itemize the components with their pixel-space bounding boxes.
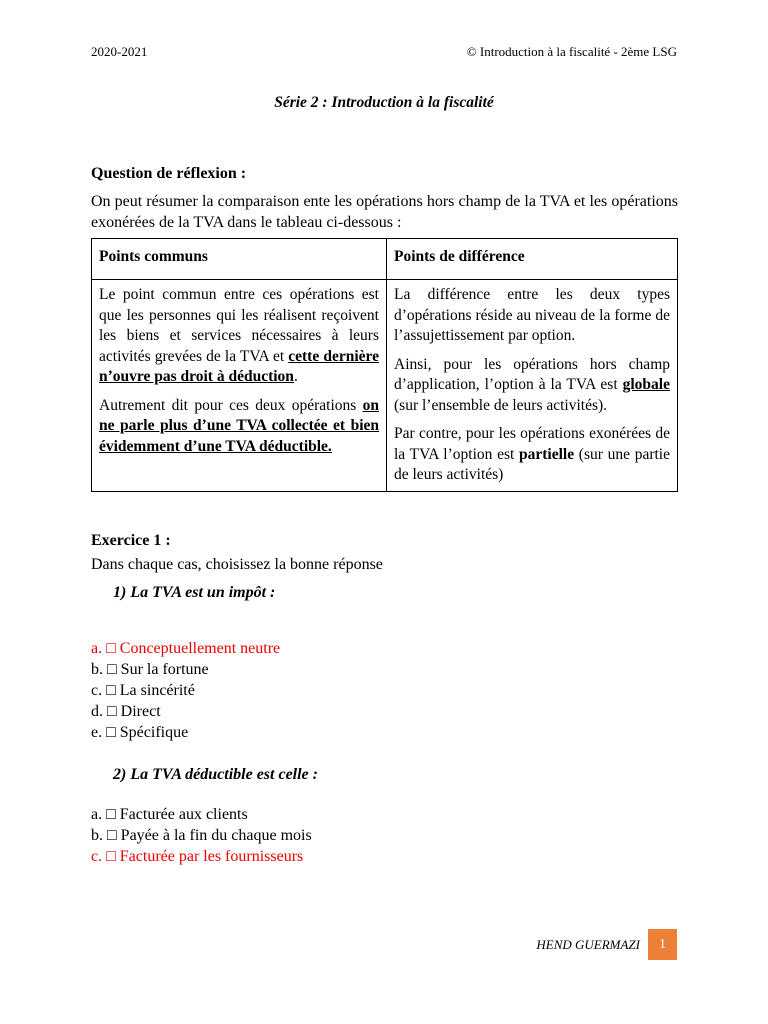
- text-run: Par contre, pour les opérations exonérées de la TVA l’option est: [394, 425, 670, 463]
- difference-paragraph-1: La différence entre les deux types d’opérations réside au niveau de la forme de l’assujettissement par option.: [394, 286, 670, 344]
- answer-option[interactable]: c. □ Facturée par les fournisseurs: [91, 847, 304, 865]
- cell-points-communs: [92, 280, 387, 492]
- text-run: (sur l’ensemble de leurs activités).: [394, 396, 608, 414]
- exercise-intro: Dans chaque cas, choisissez la bonne réponse: [91, 555, 383, 573]
- question-1-options: [91, 638, 678, 743]
- header-points-communs: Points communs: [92, 239, 387, 280]
- difference-paragraph-2: [394, 355, 670, 417]
- table-row: [92, 280, 678, 492]
- answer-option[interactable]: a. □ Conceptuellement neutre: [91, 639, 281, 657]
- comparison-table: [91, 238, 678, 492]
- question-2-options: [91, 804, 678, 867]
- text-run: Le point commun entre ces opérations est que les personnes qui les réalisent reçoivent les biens et services nécessaires à leurs activités grevées de la TVA et: [99, 286, 379, 365]
- answer-option[interactable]: e. □ Spécifique: [91, 723, 189, 741]
- answer-option[interactable]: c. □ La sincérité: [91, 681, 195, 699]
- document-body: [91, 164, 678, 867]
- answer-option[interactable]: b. □ Payée à la fin du chaque mois: [91, 826, 312, 844]
- page-number-badge: 1: [648, 929, 677, 960]
- page-header: [91, 44, 677, 60]
- text-run: .: [293, 368, 298, 385]
- page-footer: [536, 929, 677, 960]
- table-header-row: [92, 239, 678, 280]
- question-1-title: 1) La TVA est un impôt :: [113, 583, 276, 601]
- cell-points-difference: [387, 280, 678, 492]
- answer-option[interactable]: b. □ Sur la fortune: [91, 660, 209, 678]
- question-title: Question de réflexion :: [91, 165, 247, 182]
- text-run: (sur une partie de leurs activités): [394, 445, 670, 483]
- document-title: Série 2 : Introduction à la fiscalité: [274, 94, 494, 111]
- text-run: Autrement dit pour ces deux opérations: [99, 396, 363, 414]
- emphasis-text: globale: [622, 376, 670, 393]
- common-paragraph-2: [99, 396, 379, 458]
- header-year: 2020-2021: [91, 44, 148, 59]
- header-points-difference: Points de différence: [387, 239, 678, 280]
- question-intro: On peut résumer la comparaison ente les opérations hors champ de la TVA et les opérations exonérées de la TVA dans le tableau ci-dessous :: [91, 193, 678, 231]
- answer-option[interactable]: d. □ Direct: [91, 702, 161, 720]
- difference-paragraph-3: [394, 424, 670, 486]
- common-paragraph-1: [99, 285, 379, 388]
- emphasis-text: cette dernière n’ouvre pas droit à déduction: [99, 347, 379, 385]
- header-course: © Introduction à la fiscalité - 2ème LSG: [466, 44, 677, 59]
- text-run: Ainsi, pour les opérations hors champ d’application, l’option à la TVA est: [394, 355, 670, 393]
- emphasis-text: partielle: [519, 445, 575, 463]
- question-2-title: 2) La TVA déductible est celle :: [113, 765, 318, 783]
- answer-option[interactable]: a. □ Facturée aux clients: [91, 805, 248, 823]
- exercise-title: Exercice 1 :: [91, 531, 171, 549]
- footer-author: HEND GUERMAZI: [536, 936, 640, 952]
- emphasis-text: on ne parle plus d’une TVA collectée et bien évidemment d’une TVA déductible.: [99, 396, 379, 455]
